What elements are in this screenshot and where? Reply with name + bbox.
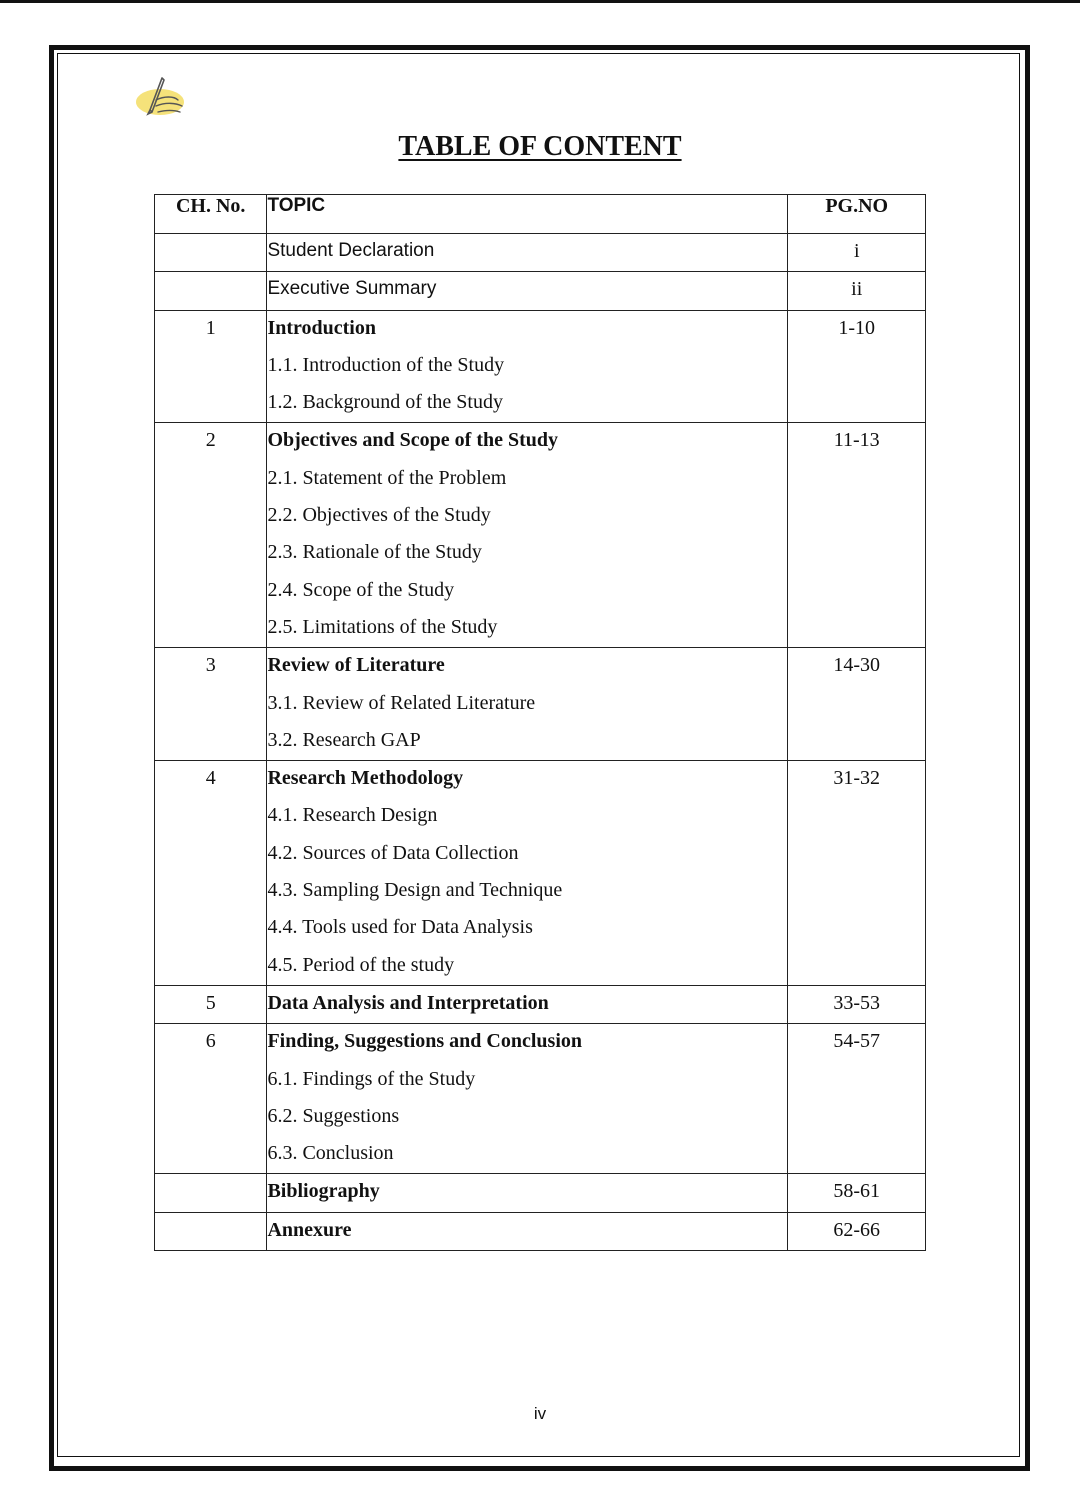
- subtopic-item: 4.5. Period of the study: [267, 953, 455, 976]
- subtopic-item: 4.3. Sampling Design and Technique: [267, 879, 563, 902]
- toc-row: [155, 1174, 926, 1212]
- page-range: 58-61: [833, 1180, 881, 1203]
- page-range: 33-53: [833, 991, 881, 1014]
- chapter-cell: [155, 1024, 267, 1174]
- page-cell: [788, 1174, 926, 1212]
- subtopic-item: 2.1. Statement of the Problem: [267, 466, 507, 489]
- page-title-text: TABLE OF CONTENT: [398, 131, 682, 162]
- subtopic-item: 4.2. Sources of Data Collection: [267, 841, 519, 864]
- topic-title: Bibliography: [267, 1180, 380, 1203]
- page-range: 62-66: [833, 1218, 881, 1241]
- chapter-number: [155, 272, 266, 309]
- header-page: PG.NO: [788, 195, 926, 234]
- subtopic-item: 1.2. Background of the Study: [267, 391, 503, 414]
- page-range: 1-10: [838, 316, 876, 339]
- toc-row: [155, 310, 926, 423]
- page-title: [0, 131, 1080, 163]
- subtopic-item: 6.3. Conclusion: [267, 1142, 394, 1165]
- topic-cell: [267, 1174, 788, 1212]
- page-cell: [788, 310, 926, 423]
- toc-header-row: [155, 195, 926, 234]
- topic-title: Student Declaration: [267, 240, 435, 261]
- top-edge-line: [0, 0, 1080, 3]
- chapter-number: [155, 1213, 266, 1250]
- chapter-cell: [155, 648, 267, 761]
- topic-title: Finding, Suggestions and Conclusion: [267, 1030, 582, 1053]
- page-cell: [788, 272, 926, 310]
- chapter-number: [155, 1174, 266, 1211]
- page-range: 31-32: [833, 767, 881, 790]
- subtopic-item: 3.2. Research GAP: [267, 728, 421, 751]
- toc-row: [155, 985, 926, 1023]
- chapter-number: 4: [205, 767, 216, 790]
- subtopic-item: 2.3. Rationale of the Study: [267, 541, 482, 564]
- topic-title: Annexure: [267, 1218, 352, 1241]
- chapter-cell: [155, 423, 267, 648]
- page-range: 11-13: [833, 429, 880, 452]
- topic-cell: [267, 761, 788, 986]
- page-cell: [788, 1212, 926, 1250]
- chapter-number: 3: [205, 654, 216, 677]
- page-range: 54-57: [833, 1030, 881, 1053]
- subtopic-item: 3.1. Review of Related Literature: [267, 691, 536, 714]
- page-range: ii: [851, 278, 863, 301]
- topic-title: Research Methodology: [267, 767, 464, 790]
- chapter-number: 5: [205, 991, 216, 1014]
- subtopic-item: 1.1. Introduction of the Study: [267, 353, 505, 376]
- page-cell: [788, 761, 926, 986]
- topic-cell: [267, 985, 788, 1023]
- topic-cell: [267, 310, 788, 423]
- page-cell: [788, 985, 926, 1023]
- topic-cell: [267, 1024, 788, 1174]
- subtopic-item: 4.1. Research Design: [267, 804, 438, 827]
- toc-table: [154, 194, 926, 1251]
- chapter-cell: [155, 1212, 267, 1250]
- toc-row: [155, 234, 926, 272]
- page-cell: [788, 648, 926, 761]
- subtopic-item: 2.4. Scope of the Study: [267, 578, 455, 601]
- page-cell: [788, 234, 926, 272]
- toc-row: [155, 1212, 926, 1250]
- header-chapter: CH. No.: [155, 195, 267, 234]
- topic-title: Review of Literature: [267, 654, 445, 677]
- chapter-cell: [155, 234, 267, 272]
- pen-highlighter-icon[interactable]: [134, 72, 190, 120]
- chapter-cell: [155, 1174, 267, 1212]
- subtopic-item: 6.1. Findings of the Study: [267, 1067, 476, 1090]
- topic-cell: [267, 1212, 788, 1250]
- subtopic-item: 2.5. Limitations of the Study: [267, 615, 498, 638]
- page-range: i: [853, 240, 860, 262]
- page-number: iv: [533, 1404, 547, 1423]
- page-cell: [788, 1024, 926, 1174]
- chapter-cell: [155, 272, 267, 310]
- chapter-cell: [155, 310, 267, 423]
- topic-cell: [267, 648, 788, 761]
- page-range: 14-30: [833, 654, 881, 677]
- toc-row: [155, 761, 926, 986]
- topic-title: Introduction: [267, 316, 376, 339]
- chapter-number: 6: [205, 1030, 216, 1053]
- toc-row: [155, 423, 926, 648]
- topic-title: Data Analysis and Interpretation: [267, 991, 549, 1014]
- toc-row: [155, 648, 926, 761]
- toc-body: [155, 234, 926, 1251]
- header-topic: TOPIC: [267, 195, 788, 234]
- subtopic-item: 4.4. Tools used for Data Analysis: [267, 916, 533, 939]
- toc-row: [155, 272, 926, 310]
- subtopic-item: 6.2. Suggestions: [267, 1104, 400, 1127]
- topic-title: Executive Summary: [267, 278, 437, 300]
- subtopic-item: 2.2. Objectives of the Study: [267, 504, 491, 527]
- chapter-cell: [155, 985, 267, 1023]
- chapter-number: 1: [205, 316, 216, 339]
- chapter-number: 2: [205, 429, 216, 452]
- topic-cell: [267, 234, 788, 272]
- topic-title: Objectives and Scope of the Study: [267, 429, 559, 452]
- toc-row: [155, 1024, 926, 1174]
- chapter-cell: [155, 761, 267, 986]
- topic-cell: [267, 423, 788, 648]
- topic-cell: [267, 272, 788, 310]
- chapter-number: [155, 234, 266, 271]
- page-cell: [788, 423, 926, 648]
